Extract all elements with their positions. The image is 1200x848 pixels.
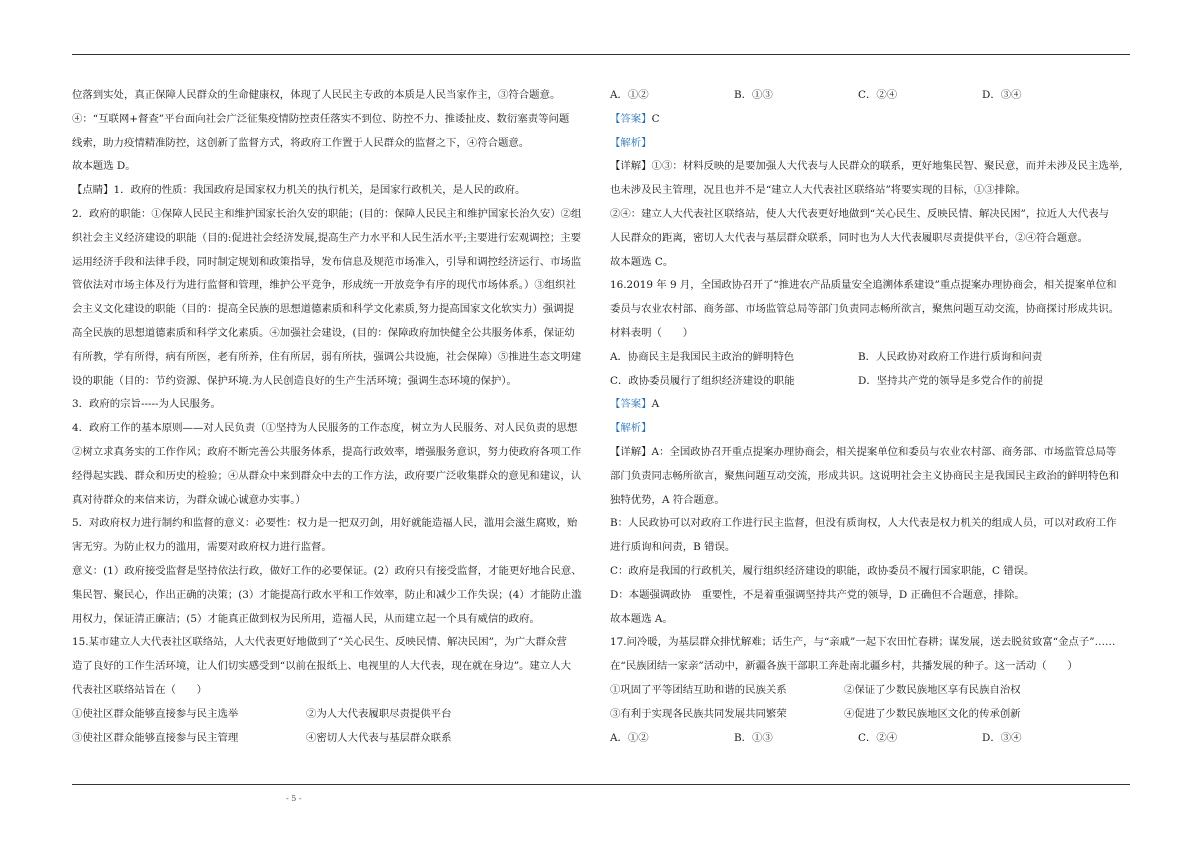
q16-option-row (610, 346, 1130, 370)
header-rule (72, 54, 1130, 55)
q16-option: D．坚持共产党的领导是多党合作的前提 (858, 374, 1043, 387)
text-line: 运用经济手段和法律手段，同时制定规划和政策指导，发布信息及规范市场准入，引导和调控经济运行、市场监 (72, 255, 582, 268)
right-column (610, 84, 1130, 750)
text-line: 害无穷。为防止权力的滥用，需要对政府权力进行监督。 (72, 541, 332, 554)
question-17-stem: 17.问冷暖，为基层群众排忧解难；话生产，与“亲戚”一起下农田忙春耕；谋发展，送去脱贫致富“金点子”…… (610, 636, 1116, 649)
text-line: 故本题选 C。 (610, 255, 674, 268)
q15-option-row (72, 703, 590, 727)
answer-value: C (651, 112, 660, 125)
q15-choice: B．①③ (734, 89, 773, 101)
text-line: 集民智、聚民心，作出正确的决策；(3）才能提高行政水平和工作效率，防止和减少工作失误；(4）才能防止滥 (72, 588, 582, 601)
text-line: ④：“互联网+督查”平台面向社会广泛征集疫情防控责任落实不到位、防控不力、推诿扯皮、数衍塞责等问题 (72, 112, 570, 125)
question-15-stem: 造了良好的工作生活环境，让人们切实感受到“以前在报纸上、电视里的人大代表，现在就在身边”。建立人大 (72, 660, 571, 673)
text-line: 管依法对市场主体及行为进行监督和管理，维护公平竞争，形成统一开放竞争有序的现代市场体系。）③组织社 (72, 279, 576, 292)
q17-choice: D．③④ (982, 731, 1022, 744)
q15-choice-row (610, 84, 1130, 108)
text-line: 2．政府的职能：①保障人民民主和维护国家长治久安的职能；(目的：保障人民民主和维护国家长治久安）②组 (72, 207, 582, 220)
text-line: 经得起实践、群众和历史的检验；④从群众中来到群众中去的工作方法，政府要广泛收集群众的意见和建议，认 (72, 469, 582, 482)
q15-choice: A．①② (610, 89, 649, 101)
text-line: 真对待群众的来信来访，为群众诚心诚意办实事。） (72, 493, 306, 506)
q17-option: ②保证了少数民族地区享有民族自治权 (844, 683, 1021, 696)
q15-option: ①使社区群众能够直接参与民主选举 (72, 707, 239, 720)
text-line: 独特优势，A 符合题意。 (610, 493, 725, 506)
text-line: ②④：建立人大代表社区联络站，使人大代表更好地做到“关心民生、反映民情、解决民困”，拉近人大代表与 (610, 207, 1109, 220)
question-17-stem: 在“民族团结一家亲”活动中，新疆各族干部职工奔赴南北疆乡村，共播发展的种子。这一活动（ ） (610, 660, 1078, 673)
q17-choice-row (610, 727, 1130, 751)
q15-answer (610, 108, 1130, 132)
q17-option: ③有利于实现各民族共同发展共同繁荣 (610, 707, 787, 720)
text-line: 4．政府工作的基本原则——对人民负责（①坚持为人民服务的工作态度，树立为人民服务、对人民负责的思想 (72, 422, 578, 435)
question-16-stem: 委员与农业农村部、商务部、市场监管总局等部门负责同志畅所欲言，聚焦问题互动交流，协商探讨形成共识。 (610, 303, 1120, 316)
q17-choice: C．②④ (858, 731, 898, 744)
text-line: C：政府是我国的行政机关，履行组织经济建设的职能，政协委员不履行国家职能，C 错误。 (610, 564, 1035, 577)
page-number: - 5 - (286, 794, 302, 803)
text-line: 会主义文化建设的职能（目的：提高全民族的思想道德素质和科学文化素质,努力提高国家文化软实力）强调提 (72, 303, 575, 316)
q17-option-row (610, 679, 1130, 703)
q15-option-row (72, 727, 590, 751)
text-line: 【详解】①③：材料反映的是要加强人大代表与人民群众的联系，更好地集民智、聚民意，而并未涉及民主选举, (610, 160, 1123, 173)
text-line: 位落到实处，真正保障人民群众的生命健康权，体现了人民民主专政的本质是人民当家作主，③符合题意。 (72, 89, 561, 101)
text-line: 有所教，学有所得，病有所医，老有所养，住有所居，弱有所扶，强调公共设施，社会保障）⑤推进生态文明建 (72, 350, 582, 363)
q17-option: ①巩固了平等团结互助和谐的民族关系 (610, 683, 787, 696)
text-line: 高全民族的思想道德素质和科学文化素质。④加强社会建设，(目的：保障政府加快健全公共服务体系，保证幼 (72, 326, 575, 339)
text-line: 部门负责同志畅所欲言，聚焦问题互动交流，形成共识。这说明社会主义协商民主是我国民主政治的鲜明特色和 (610, 469, 1120, 482)
q17-option: ④促进了少数民族地区文化的传承创新 (844, 707, 1021, 720)
q16-option-row (610, 370, 1130, 394)
answer-value: A (651, 398, 660, 411)
footer-rule (72, 784, 1130, 785)
question-16-stem: 16.2019 年 9 月，全国政协召开了“推进农产品质量安全追溯体系建设”重点提案办理协商会，相关提案单位和 (610, 279, 1117, 292)
text-line: 人民群众的距离，密切人大代表与基层群众联系，同时也为人大代表履职尽责提供平台，②④符合题意。 (610, 231, 1088, 244)
q15-option: ④密切人大代表与基层群众联系 (306, 731, 452, 744)
text-line: 【详解】A：全国政协召开重点提案办理协商会，相关提案单位和委员与农业农村部、商务部、市场监管总局等 (610, 445, 1117, 458)
q17-option-row (610, 703, 1130, 727)
q15-option: ③使社区群众能够直接参与民主管理 (72, 731, 239, 744)
text-line: ②树立求真务实的工作作风；政府不断完善公共服务体系，提高行政效率，增强服务意识，努力使政府各项工作 (72, 445, 582, 458)
q17-choice: A．①② (610, 731, 649, 744)
text-line: B：人民政协可以对政府工作进行民主监督，但没有质询权，人大代表是权力机关的组成人员，可以对政府工作 (610, 517, 1117, 530)
q15-choice: D．③④ (982, 89, 1022, 101)
answer-tag: 【答案】 (610, 112, 652, 125)
text-line: 也未涉及民主管理，况且也并不是“建立人大代表社区联络站”将要实现的目标，①③排除。 (610, 184, 1026, 197)
q16-option: C．政协委员履行了组织经济建设的职能 (610, 374, 795, 387)
answer-tag: 【答案】 (610, 398, 652, 411)
text-line: 线索，助力疫情精准防控，这创新了监督方式，将政府工作置于人民群众的监督之下，④符合题意。 (72, 136, 530, 149)
q16-answer (610, 393, 1130, 417)
q16-option: A．协商民主是我国民主政治的鲜明特色 (610, 350, 795, 363)
text-line: 织社会主义经济建设的职能（目的:促进社会经济发展,提高生产力水平和人民生活水平;主要进行宏观调控；主要 (72, 231, 582, 244)
q17-choice: B．①③ (734, 731, 773, 744)
text-line: D：本题强调政协 重要性，不是着重强调坚持共产党的领导，D 正确但不合题意，排除。 (610, 588, 1025, 601)
text-line: 进行质询和问责，B 错误。 (610, 541, 736, 554)
analysis-tag: 【解析】 (610, 422, 652, 435)
question-15-stem: 代表社区联络站旨在（ ） (72, 683, 208, 696)
text-line: 3．政府的宗旨-----为人民服务。 (72, 398, 221, 411)
q16-option: B．人民政协对政府工作进行质询和问责 (858, 350, 1043, 363)
text-line: 5．对政府权力进行制约和监督的意义：必要性：权力是一把双刃剑，用好就能造福人民，滥用会滋生腐败，贻 (72, 517, 578, 530)
text-line: 故本题选 D。 (72, 160, 136, 173)
text-line: 【点睛】1．政府的性质：我国政府是国家权力机关的执行机关，是国家行政机关，是人民的政府。 (72, 184, 526, 197)
text-line: 意义：(1）政府接受监督是坚持依法行政，做好工作的必要保证。(2）政府只有接受监督，才能更好地合民意、 (72, 564, 582, 577)
left-column (72, 84, 590, 750)
text-line: 用权力，保证清正廉洁；(5）才能真正做到权为民所用，造福人民，从而建立起一个具有威信的政府。 (72, 612, 540, 625)
analysis-tag: 【解析】 (610, 136, 652, 149)
question-16-stem: 材料表明（ ） (610, 326, 694, 339)
question-15-stem: 15.某市建立人大代表社区联络站，人大代表更好地做到了“关心民生、反映民情、解决民困”，为广大群众营 (72, 636, 567, 649)
text-line: 设的职能（目的：节约资源、保护环境.为人民创造良好的生产生活环境；强调生态环境的保护）。 (72, 374, 517, 387)
q15-choice: C．②④ (858, 89, 898, 101)
q15-option: ②为人大代表履职尽责提供平台 (306, 707, 452, 720)
text-line: 故本题选 A。 (610, 612, 673, 625)
